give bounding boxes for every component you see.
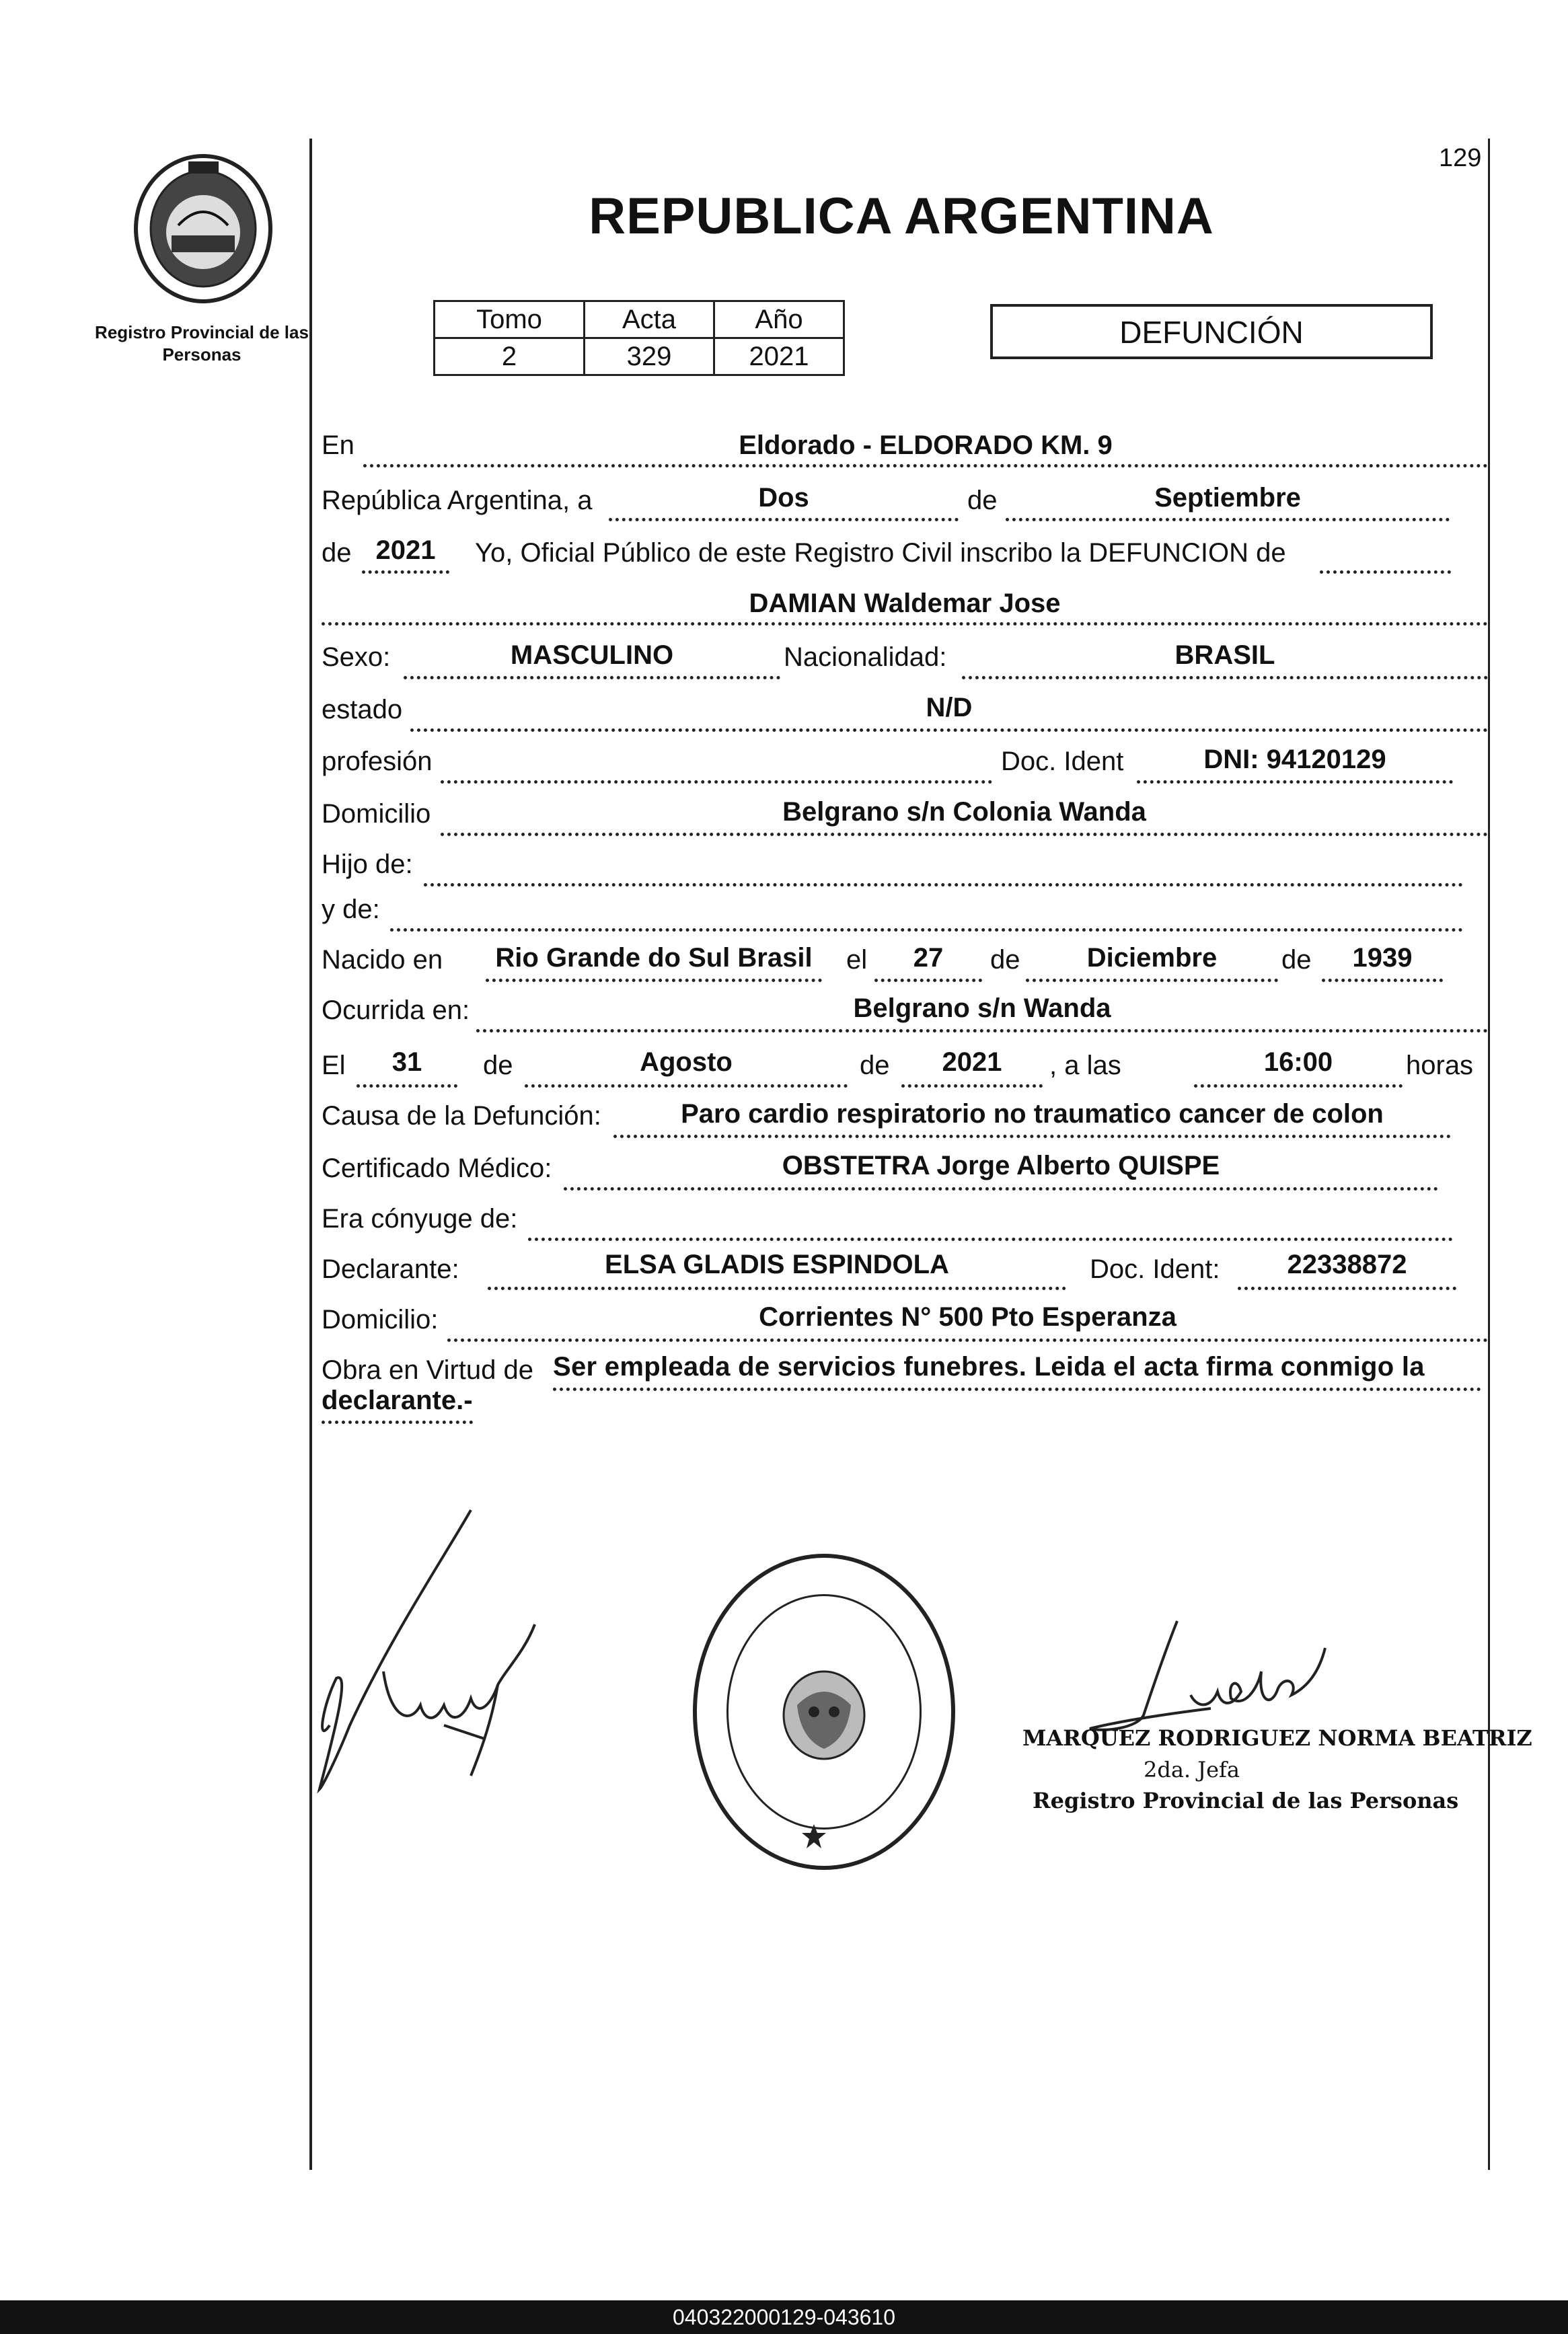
ocurrida-value: Belgrano s/n Wanda	[853, 993, 1111, 1023]
declarant-signature	[309, 1503, 565, 1799]
province-emblem-icon	[131, 151, 276, 306]
nacido-mes-value: Diciembre	[1086, 943, 1218, 973]
de-label: de	[860, 1051, 890, 1080]
registry-label: Registro Provincial de las Personas	[95, 322, 309, 365]
nacido-label: Nacido en	[322, 945, 443, 975]
dotted-line	[1137, 780, 1453, 784]
de-label: de	[322, 538, 352, 568]
el-label: el	[846, 945, 868, 975]
dotted-line	[357, 1084, 457, 1088]
table-cell: 2021	[714, 338, 844, 375]
estado-label: estado	[322, 695, 403, 724]
nacido-anio-value: 1939	[1352, 943, 1413, 973]
de-label: de	[1281, 945, 1312, 975]
hijo-label: Hijo de:	[322, 850, 413, 879]
certificado-label: Certificado Médico:	[322, 1154, 552, 1183]
declarante-label: Declarante:	[322, 1254, 459, 1284]
dotted-line	[362, 570, 449, 574]
yo-label: Yo, Oficial Público de este Registro Civil inscribo la DEFUNCION de	[475, 538, 1286, 568]
horas-label: horas	[1406, 1051, 1474, 1080]
deceased-name-value: DAMIAN Waldemar Jose	[749, 589, 1061, 618]
causa-value: Paro cardio respiratorio no traumatico cancer de colon	[681, 1099, 1384, 1129]
dotted-line	[390, 928, 1463, 932]
official-office: Registro Provincial de las Personas	[1033, 1788, 1459, 1813]
table-header: Acta	[585, 301, 714, 338]
de-label: de	[483, 1051, 513, 1080]
estado-value: N/D	[926, 693, 973, 722]
month-value: Septiembre	[1154, 483, 1301, 513]
right-margin-line	[1488, 139, 1490, 2170]
nacionalidad-value: BRASIL	[1174, 640, 1275, 670]
table-cell: 2	[435, 338, 585, 375]
def-dia-value: 31	[391, 1047, 422, 1077]
table-cell: 329	[585, 338, 714, 375]
dotted-line	[488, 1287, 1066, 1290]
official-name: MARQUEZ RODRIGUEZ NORMA BEATRIZ	[1022, 1725, 1532, 1751]
dotted-line	[874, 979, 982, 982]
doc-ident2-label: Doc. Ident:	[1090, 1254, 1220, 1284]
official-role: 2da. Jefa	[1144, 1757, 1240, 1782]
stamp-seal-icon	[767, 1658, 881, 1772]
dotted-line	[609, 518, 959, 521]
dotted-line	[486, 979, 822, 982]
dotted-line	[322, 1421, 473, 1424]
dotted-line	[528, 1238, 1453, 1241]
dotted-line	[553, 1388, 1481, 1391]
en-label: En	[322, 430, 354, 460]
dotted-line	[962, 676, 1488, 679]
footer-code: 040322000129-043610	[0, 2300, 1568, 2334]
obra-line1-value: Ser empleada de servicios funebres. Leida el acta firma conmigo la	[553, 1352, 1425, 1382]
record-table	[433, 300, 845, 376]
year-value: 2021	[375, 535, 436, 565]
dotted-line	[447, 1339, 1488, 1342]
sexo-label: Sexo:	[322, 642, 391, 672]
obra-line2-value: declarante.-	[322, 1386, 473, 1415]
table-header: Tomo	[435, 301, 585, 338]
domicilio-label: Domicilio	[322, 799, 431, 829]
dotted-line	[424, 883, 1463, 887]
dotted-line	[441, 780, 992, 784]
domicilio-value: Belgrano s/n Colonia Wanda	[782, 797, 1146, 827]
left-margin-line	[309, 139, 312, 2170]
obra-label: Obra en Virtud de	[322, 1355, 534, 1385]
nacionalidad-label: Nacionalidad:	[784, 642, 947, 672]
page-title: REPUBLICA ARGENTINA	[589, 188, 1214, 245]
def-mes-value: Agosto	[640, 1047, 733, 1077]
de-label: de	[990, 945, 1020, 975]
dotted-line	[1026, 979, 1278, 982]
star-icon	[800, 1823, 827, 1850]
doc-ident-value: DNI: 94120129	[1203, 745, 1386, 774]
causa-label: Causa de la Defunción:	[322, 1101, 601, 1131]
certificado-value: OBSTETRA Jorge Alberto QUISPE	[782, 1151, 1220, 1180]
profesion-label: profesión	[322, 747, 433, 776]
dotted-line	[476, 1029, 1488, 1032]
dotted-line	[441, 833, 1488, 836]
def-anio-value: 2021	[942, 1047, 1002, 1077]
page-number: 129	[1439, 144, 1482, 172]
def-hora-value: 16:00	[1263, 1047, 1333, 1077]
de-label: de	[967, 486, 998, 515]
day-value: Dos	[758, 483, 809, 513]
dotted-line	[1194, 1084, 1403, 1088]
domicilio2-label: Domicilio:	[322, 1305, 439, 1334]
nacido-dia-value: 27	[913, 943, 944, 973]
declarante-doc-value: 22338872	[1287, 1250, 1407, 1279]
dotted-line	[363, 464, 1488, 467]
dotted-line	[901, 1084, 1043, 1088]
dotted-line	[525, 1084, 848, 1088]
dotted-line	[1322, 979, 1443, 982]
sexo-value: MASCULINO	[510, 640, 674, 670]
a-las-label: , a las	[1049, 1051, 1121, 1080]
dotted-line	[1006, 518, 1450, 521]
dotted-line	[410, 728, 1488, 732]
table-header: Año	[714, 301, 844, 338]
dotted-line	[322, 622, 1488, 626]
republica-label: República Argentina, a	[322, 486, 593, 515]
nacido-lugar-value: Rio Grande do Sul Brasil	[495, 943, 813, 973]
dotted-line	[404, 676, 780, 679]
dotted-line	[613, 1135, 1451, 1138]
official-signature	[1076, 1614, 1359, 1742]
conyuge-label: Era cónyuge de:	[322, 1204, 518, 1234]
doc-ident-label: Doc. Ident	[1001, 747, 1124, 776]
dotted-line	[1238, 1287, 1456, 1290]
declarante-value: ELSA GLADIS ESPINDOLA	[605, 1250, 949, 1279]
ocurrida-label: Ocurrida en:	[322, 995, 470, 1025]
y-de-label: y de:	[322, 895, 380, 924]
record-type-box: DEFUNCIÓN	[990, 304, 1433, 359]
dotted-line	[564, 1187, 1438, 1191]
dotted-line	[1320, 570, 1451, 574]
place-value: Eldorado - ELDORADO KM. 9	[739, 430, 1113, 460]
declarante-domicilio-value: Corrientes N° 500 Pto Esperanza	[759, 1302, 1177, 1332]
el-cap-label: El	[322, 1051, 346, 1080]
